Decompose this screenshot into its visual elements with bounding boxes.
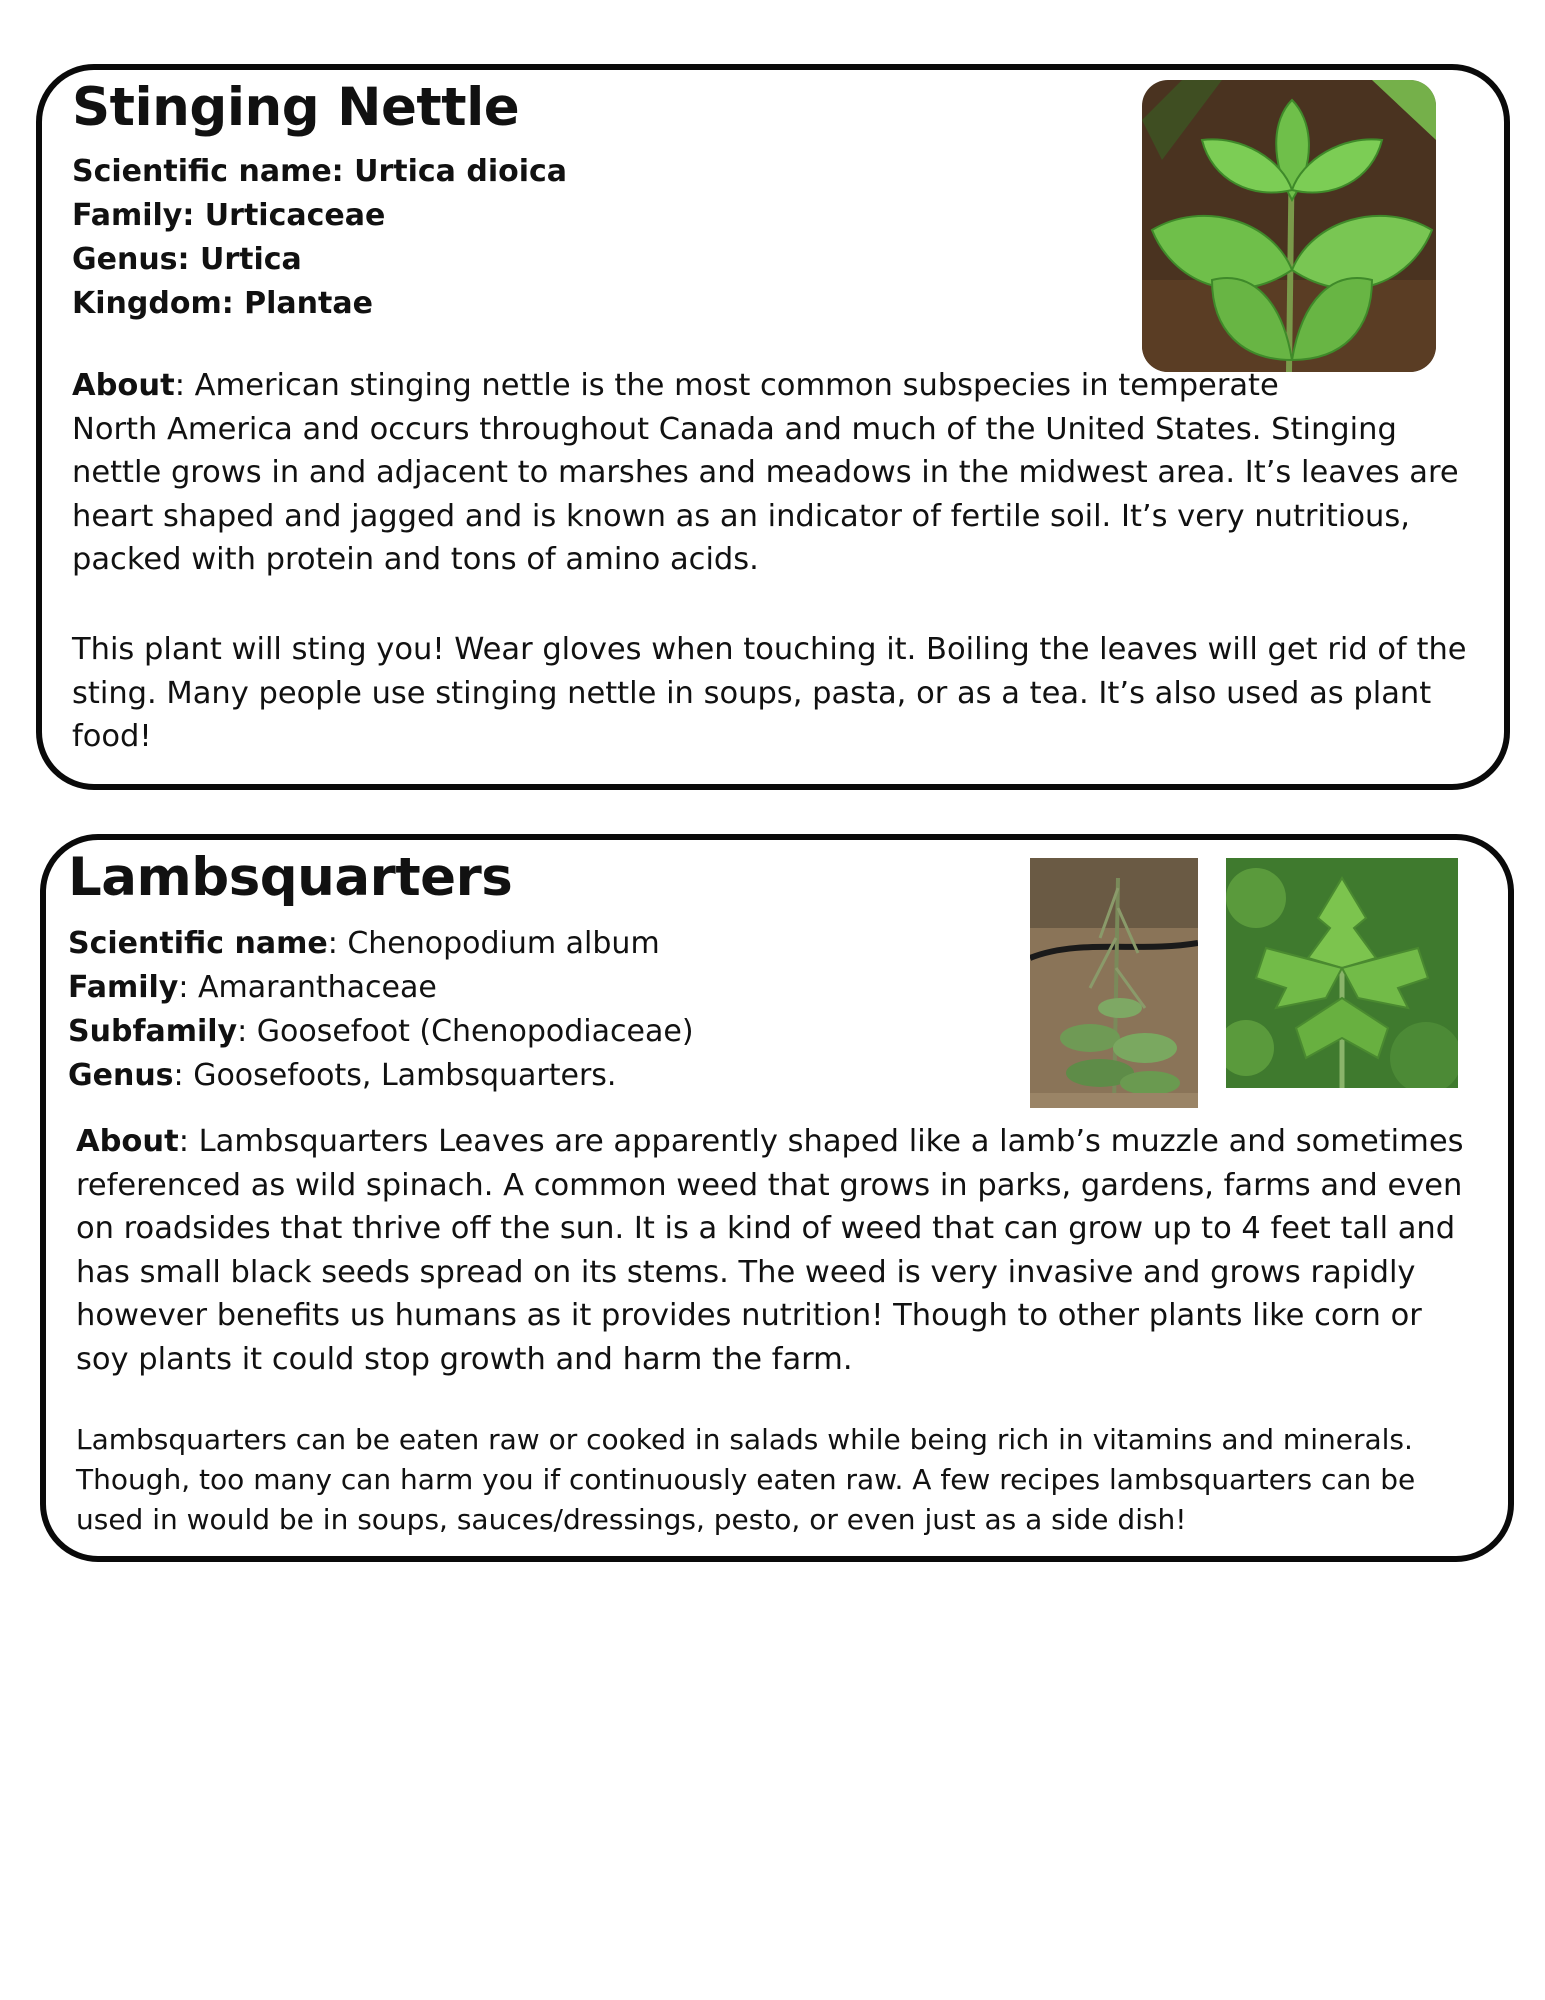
fact-family: Family: Urticaceae xyxy=(72,198,386,233)
stinging-nettle-card xyxy=(36,64,1510,790)
stinging-nettle-about: About: American stinging nettle is the most common subspecies in temperate North America and occurs throughout Canada and much of the United States. Stinging nettle grows in and adjacent to marshes and meadows in the midwest area. It’s leaves are heart shaped and jagged and is known as an indicator of fertile soil. It’s very nutritious, packed with protein and tons of amino acids. xyxy=(72,368,1459,577)
stinging-nettle-warning: This plant will sting you! Wear gloves when touching it. Boiling the leaves will get rid of the sting. Many people use stinging nettle in soups, pasta, or as a tea. It’s also used as plant food! xyxy=(72,632,1467,754)
lambsquarters-card xyxy=(40,834,1514,1562)
fact-genus: Genus: Goosefoots, Lambsquarters. xyxy=(68,1058,617,1093)
fact-family: Family: Amaranthaceae xyxy=(68,970,437,1005)
stinging-nettle-facts xyxy=(72,150,567,326)
fact-genus: Genus: Urtica xyxy=(72,242,302,277)
fact-scientific-name: Scientific name: Chenopodium album xyxy=(68,926,660,961)
fact-kingdom: Kingdom: Plantae xyxy=(72,286,373,321)
fact-scientific-name: Scientific name: Urtica dioica xyxy=(72,154,568,189)
lambsquarters-title: Lambsquarters xyxy=(68,847,513,908)
lambsquarters-field-photo xyxy=(1030,858,1198,1108)
stinging-nettle-title: Stinging Nettle xyxy=(72,77,520,138)
fact-subfamily: Subfamily: Goosefoot (Chenopodiaceae) xyxy=(68,1014,694,1049)
lambsquarters-about: About: Lambsquarters Leaves are apparently shaped like a lamb’s muzzle and sometimes referenced as wild spinach. A common weed that grows in parks, gardens, farms and even on roadsides that thrive off the sun. It is a kind of weed that can grow up to 4 feet tall and has small black seeds spread on its stems. The weed is very invasive and grows rapidly however benefits us humans as it provides nutrition! Though to other plants like corn or soy plants it could stop growth and harm the farm. xyxy=(76,1124,1464,1377)
lambsquarters-facts xyxy=(68,922,694,1098)
lambsquarters-uses: Lambsquarters can be eaten raw or cooked in salads while being rich in vitamins and minerals. Though, too many can harm you if continuously eaten raw. A few recipes lambsquarters can be used in would be in soups, sauces/dressings, pesto, or even just as a side dish! xyxy=(76,1423,1416,1536)
stinging-nettle-photo xyxy=(1142,80,1436,372)
lambsquarters-leaf-photo xyxy=(1226,858,1458,1088)
